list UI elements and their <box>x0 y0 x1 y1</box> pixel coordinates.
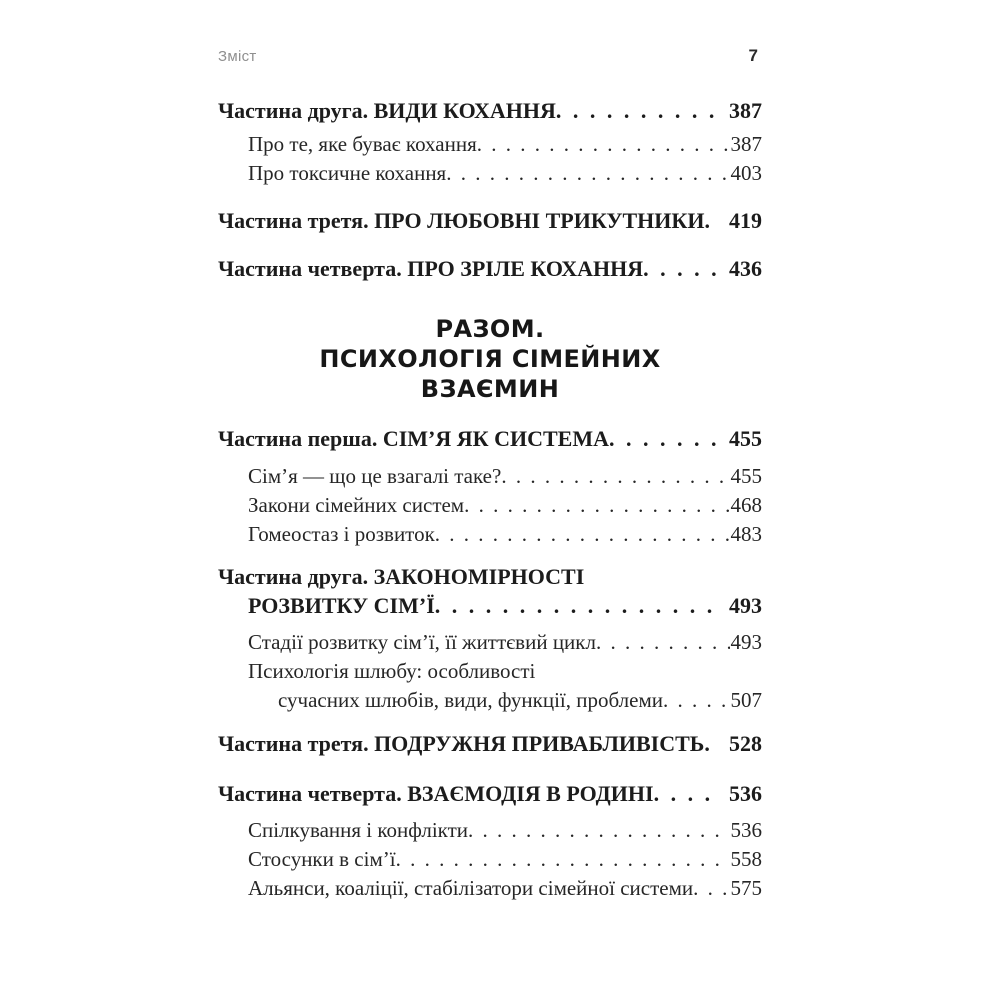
toc-page-number: 507 <box>730 688 762 712</box>
toc-page-number: 536 <box>730 818 762 842</box>
toc-subentry-label: сучасних шлюбів, види, функції, проблеми <box>278 688 663 712</box>
toc-subentry-label: Про токсичне кохання <box>248 161 447 185</box>
toc-entry <box>218 96 762 125</box>
leader-dots <box>654 779 720 808</box>
toc-entry-label: РОЗВИТКУ СІМ’Ї <box>248 593 435 618</box>
toc-page-number: 493 <box>730 630 762 654</box>
toc-page-number: 528 <box>729 731 762 756</box>
toc-subentry <box>218 874 762 903</box>
toc-page-number: 387 <box>729 98 762 123</box>
toc-subentry <box>218 159 762 188</box>
leader-dots <box>477 130 730 159</box>
toc-page-number: 455 <box>730 464 762 488</box>
leader-dots <box>435 591 720 620</box>
leader-dots <box>464 491 729 520</box>
leader-dots <box>704 729 720 758</box>
toc-entry-label: Частина третя. ПОДРУЖНЯ ПРИВАБЛИВІСТЬ <box>218 731 705 756</box>
leader-dots <box>556 96 720 125</box>
toc-subentry <box>218 845 762 874</box>
toc-page-number: 558 <box>730 847 762 871</box>
toc-subentry-continuation <box>218 686 762 715</box>
toc-subentry <box>218 816 762 845</box>
toc-entry <box>218 424 762 453</box>
page-number-folio: 7 <box>748 46 758 65</box>
toc-entry <box>218 206 762 235</box>
leader-dots <box>396 845 730 874</box>
toc-page-number: 403 <box>730 161 762 185</box>
leader-dots <box>468 816 729 845</box>
toc-entry-label: Частина четверта. ВЗАЄМОДІЯ В РОДИНІ <box>218 781 654 806</box>
leader-dots <box>609 424 720 453</box>
toc-page-number: 468 <box>730 493 762 517</box>
toc-subentry <box>218 520 762 549</box>
toc-subentry-label: Стосунки в сім’ї <box>248 847 396 871</box>
running-header <box>218 46 762 68</box>
part-title <box>218 314 762 404</box>
toc-page-number: 575 <box>730 876 762 900</box>
toc-page-number: 387 <box>730 132 762 156</box>
toc-subentry <box>218 462 762 491</box>
leader-dots <box>704 206 720 235</box>
toc-page-number: 536 <box>729 781 762 806</box>
toc-subentry-label: Закони сімейних систем <box>248 493 465 517</box>
toc-entry <box>218 562 762 591</box>
leader-dots <box>501 462 729 491</box>
leader-dots <box>663 686 730 715</box>
toc-subentry <box>218 130 762 159</box>
toc-page-number: 483 <box>730 522 762 546</box>
toc-subentry-label: Стадії розвитку сім’ї, її життєвий цикл <box>248 630 596 654</box>
leader-dots <box>643 254 720 283</box>
leader-dots <box>435 520 730 549</box>
toc-entry <box>218 779 762 808</box>
toc-entry-label: Частина четверта. ПРО ЗРІЛЕ КОХАННЯ <box>218 256 644 281</box>
toc-subentry <box>218 657 762 686</box>
toc-subentry <box>218 491 762 520</box>
toc-subentry-label: Гомеостаз і розвиток <box>248 522 435 546</box>
toc-page-number: 455 <box>729 426 762 451</box>
toc-subentry-label: Спілкування і конфлікти <box>248 818 469 842</box>
toc-subentry <box>218 628 762 657</box>
toc-subentry-label: Сім’я — що це взагалі таке? <box>248 464 502 488</box>
toc-page-number: 436 <box>729 256 762 281</box>
part-title-line: ПСИХОЛОГІЯ СІМЕЙНИХ <box>319 345 661 373</box>
toc-subentry-label: Альянси, коаліції, стабілізатори сімейної системи <box>248 876 694 900</box>
toc-entry <box>218 729 762 758</box>
toc-entry-label: Частина третя. ПРО ЛЮБОВНІ ТРИКУТНИКИ <box>218 208 705 233</box>
leader-dots <box>446 159 729 188</box>
toc-entry-label: Частина друга. ВИДИ КОХАННЯ <box>218 98 556 123</box>
part-title-line: ВЗАЄМИН <box>420 375 560 403</box>
toc-entry-label: Частина друга. ЗАКОНОМІРНОСТІ <box>218 564 585 589</box>
toc-entry-label: Частина перша. СІМ’Я ЯК СИСТЕМА <box>218 426 609 451</box>
toc-entry <box>218 254 762 283</box>
toc-page-number: 493 <box>729 593 762 618</box>
part-title-line: РАЗОМ. <box>435 315 545 343</box>
toc-entry-continuation <box>218 591 762 620</box>
running-title: Зміст <box>218 48 257 65</box>
toc-subentry-label: Психологія шлюбу: особливості <box>248 659 536 683</box>
leader-dots <box>693 874 729 903</box>
toc-page-number: 419 <box>729 208 762 233</box>
leader-dots <box>596 628 730 657</box>
toc-subentry-label: Про те, яке буває кохання <box>248 132 477 156</box>
